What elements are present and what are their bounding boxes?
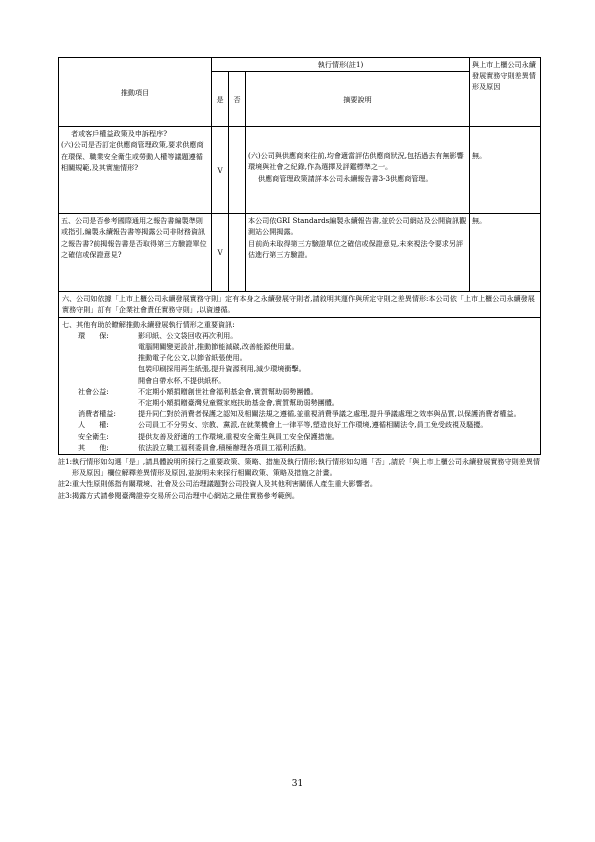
page-number: 31 [291,779,304,789]
row-item-text: (六)公司是否訂定供應商管理政策,要求供應商在環保、職業安全衛生或勞動人權等議題遵循相關規範,及其實施情形? [61,140,204,172]
row-item [59,214,212,292]
section-7-line: 影印紙、公文袋回收再次利用。 [138,330,238,340]
section-7-item [78,408,537,419]
section-7-item [78,419,537,430]
header-item: 推動項目 [59,58,212,127]
row-diff: 無。 [470,214,541,292]
section-7-category: 人 權: [78,420,109,430]
row-summary [246,214,470,292]
section-7-item [78,442,537,453]
section-7-line: 開會自帶水杯,不提供紙杯。 [138,375,226,385]
section-7-line: 不定期小額捐贈創世社會福利基金會,實質幫助弱勢團體。 [138,386,318,396]
section-7-lines [138,330,537,386]
row-diff-text: 無。 [472,151,487,161]
row-summary-text: (六)公司與供應商來往前,均會適當評估供應商狀況,包括過去有無影響環境與社會之紀錄,作為選擇及評鑑標準之一。 [248,151,464,172]
section-7-category: 環 保: [78,330,109,340]
row-summary-text: 目前尚未取得第三方驗證單位之確信或保證意見,未來視法令要求另評估進行第三方驗證。 [248,238,464,259]
section-7-line: 依法設立職工福利委員會,積極辦理各項員工福利活動。 [138,442,311,452]
header-no: 否 [229,72,246,127]
section-7-item [78,431,537,442]
section-7-category: 社會公益: [78,386,109,396]
note-3: 註3:揭露方式請參閱臺灣證券交易所公司治理中心網站之最佳實務參考範例。 [58,490,299,500]
section-7-lines [138,419,537,430]
row-item [59,127,212,214]
header-yes: 是 [212,72,229,127]
header-diff: 與上市上櫃公司永續發展實務守則差異情形及原因 [470,58,541,127]
sustainability-table [58,57,541,455]
section-7-category: 安全衛生: [78,431,109,441]
section-7-lines [138,431,537,442]
section-7-line: 推動電子化公文,以節省紙張使用。 [138,353,247,363]
row-yes: V [212,214,229,292]
row-item-text: 五、公司是否參考國際通用之報告書編製準則或指引,編製永續報告書等揭露公司非財務資訊之報告書?前揭報告書是否取得第三方驗證單位之確信或保證意見? [61,216,207,259]
header-status: 執行情形(註1) [212,58,470,72]
row-summary-text: 供應商管理政策請詳本公司永續報告書3-3供應商管理。 [258,173,433,183]
section-7-line: 不定期小額捐贈臺灣兒童暨家庭扶助基金會,實質幫助弱勢團體。 [138,398,339,408]
section-7-item [78,386,537,408]
notes [58,456,540,501]
section-6: 六、公司如依據「上市上櫃公司永續發展實務守則」定有本身之永續發展守則者,請敘明其運作與所定守則之差異情形:本公司依「上市上櫃公司永續發展實務守則」訂有「企業社會責任實務守則」,以資遵循。 [59,292,541,317]
section-7-line: 公司員工不分男女、宗教、黨派,在就業機會上一律平等,塑造良好工作環境,遵循相關法令,員工免受歧視及騷擾。 [138,420,488,430]
section-7-category: 消費者權益: [78,409,116,419]
section-7-lines [138,408,537,419]
section-7-line: 包裝印刷採用再生紙張,提升資源利用,減少環境衝擊。 [138,364,306,374]
header-summary: 摘要說明 [246,72,470,127]
section-7-lines [138,442,537,453]
row-no [229,214,246,292]
section-7-line: 提供友善及舒適的工作環境,重視安全衛生與員工安全保護措施。 [138,431,339,441]
section-7 [59,317,541,454]
section-7-line: 提升同仁對於消費者保護之認知及相關法規之遵循,並重視消費爭議之處理,提升爭議處理之效率與品質,以保護消費者權益。 [138,409,521,419]
row-summary [246,127,470,214]
section-7-item [78,330,537,386]
row-yes: V [212,127,229,214]
row-no [229,127,246,214]
section-7-items [62,330,537,453]
section-7-category: 其 他: [78,442,109,452]
row-item-text: 者或客戶權益政策及申訴程序? [71,129,168,139]
section-7-lines [138,386,537,408]
row-diff [470,127,541,214]
section-7-title: 七、其他有助於瞭解推動永續發展執行情形之重要資訊: [62,319,235,329]
note-2: 註2:重大性原則係指有關環境、社會及公司治理議題對公司投資人及其他利害關係人產生重大影響者。 [58,479,378,489]
document-page [58,57,540,501]
row-summary-text: 本公司依GRI Standards編製永續報告書,並於公司網站及公開資訊觀測站公開揭露。 [248,216,467,237]
note-1: 註1:執行情形如勾選「是」,請具體說明所採行之重要政策、策略、措施及執行情形;執行情形如勾選「否」,請於「與上市上櫃公司永續發展實務守則差異情形及原因」欄位解釋差異情形及原因,並說明未來採行相關政策、策略及措施之計畫。 [58,457,540,478]
section-7-line: 電腦開關變更設計,推動節能減碳,改善能源使用量。 [138,342,299,352]
